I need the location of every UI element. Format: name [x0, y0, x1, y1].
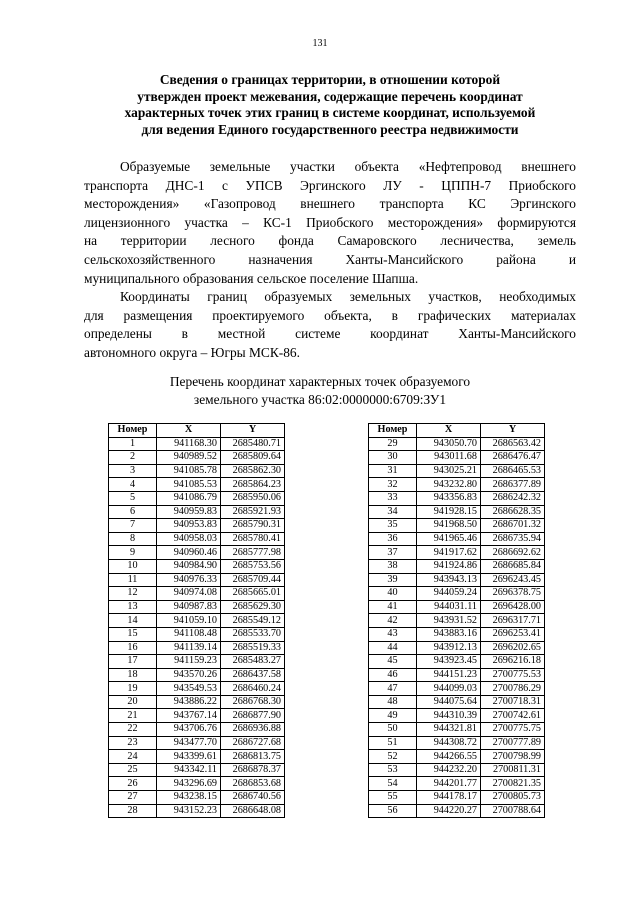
table-row — [109, 750, 285, 764]
table-row — [369, 655, 545, 669]
coord-x: 941928.15 — [417, 505, 481, 519]
table-row — [109, 505, 285, 519]
table-row — [109, 627, 285, 641]
paragraph-land-plots — [84, 158, 576, 288]
table-row — [369, 682, 545, 696]
coord-y: 2700718.31 — [481, 695, 545, 709]
coord-x: 943399.61 — [157, 750, 221, 764]
table-row — [369, 559, 545, 573]
table-title-line: земельного участка 86:02:0000000:6709:ЗУ1 — [193, 392, 447, 407]
coord-y: 2686936.88 — [221, 723, 285, 737]
coord-x: 940984.90 — [157, 559, 221, 573]
table-row — [109, 451, 285, 465]
table-row — [369, 451, 545, 465]
coord-y: 2685862.30 — [221, 464, 285, 478]
point-number: 40 — [369, 587, 417, 601]
header-number: Номер — [109, 424, 157, 438]
paragraph-line: транспорта ДНС-1 с УПСВ Эргинского ЛУ - ЦППН-7 Приобского — [84, 177, 576, 193]
coord-y: 2696317.71 — [481, 614, 545, 628]
point-number: 30 — [369, 451, 417, 465]
table-row — [369, 546, 545, 560]
point-number: 34 — [369, 505, 417, 519]
coord-x: 943238.15 — [157, 791, 221, 805]
point-number: 28 — [109, 804, 157, 818]
table-row — [369, 750, 545, 764]
table-row — [369, 437, 545, 451]
coord-x: 941108.48 — [157, 627, 221, 641]
coord-x: 941059.10 — [157, 614, 221, 628]
point-number: 54 — [369, 777, 417, 791]
coord-y: 2686437.58 — [221, 668, 285, 682]
point-number: 5 — [109, 491, 157, 505]
coord-x: 941924.86 — [417, 559, 481, 573]
point-number: 39 — [369, 573, 417, 587]
coord-y: 2685533.70 — [221, 627, 285, 641]
coord-y: 2686813.75 — [221, 750, 285, 764]
coord-x: 944201.77 — [417, 777, 481, 791]
table-row — [109, 736, 285, 750]
heading-line: для ведения Единого государственного реестра недвижимости — [141, 121, 519, 137]
coord-y: 2686465.53 — [481, 464, 545, 478]
point-number: 18 — [109, 668, 157, 682]
heading-line: характерных точек этих границ в системе координат, используемой — [124, 105, 536, 121]
coord-y: 2700786.29 — [481, 682, 545, 696]
coord-y: 2700777.89 — [481, 736, 545, 750]
table-row — [109, 437, 285, 451]
coord-x: 943152.23 — [157, 804, 221, 818]
point-number: 53 — [369, 763, 417, 777]
table-row — [109, 464, 285, 478]
table-row — [109, 614, 285, 628]
point-number: 31 — [369, 464, 417, 478]
coord-x: 943923.45 — [417, 655, 481, 669]
paragraph-line: лицензионного участка – КС-1 Приобского месторождения» формируются — [84, 214, 576, 230]
table-title — [0, 373, 640, 409]
point-number: 45 — [369, 655, 417, 669]
table-row — [369, 777, 545, 791]
coord-x: 940959.83 — [157, 505, 221, 519]
coord-y: 2700805.73 — [481, 791, 545, 805]
point-number: 33 — [369, 491, 417, 505]
coord-y: 2686476.47 — [481, 451, 545, 465]
coord-x: 944266.55 — [417, 750, 481, 764]
point-number: 3 — [109, 464, 157, 478]
table-row — [369, 478, 545, 492]
point-number: 19 — [109, 682, 157, 696]
point-number: 9 — [109, 546, 157, 560]
point-number: 32 — [369, 478, 417, 492]
coord-y: 2686877.90 — [221, 709, 285, 723]
point-number: 25 — [109, 763, 157, 777]
table-row — [369, 532, 545, 546]
coord-x: 943549.53 — [157, 682, 221, 696]
point-number: 50 — [369, 723, 417, 737]
coord-y: 2685483.27 — [221, 655, 285, 669]
header-number: Номер — [369, 424, 417, 438]
page-number: 131 — [312, 38, 328, 49]
table-row — [369, 600, 545, 614]
coord-x: 944059.24 — [417, 587, 481, 601]
coord-y: 2700742.61 — [481, 709, 545, 723]
table-row — [109, 546, 285, 560]
point-number: 23 — [109, 736, 157, 750]
point-number: 48 — [369, 695, 417, 709]
coord-y: 2686628.35 — [481, 505, 545, 519]
point-number: 2 — [109, 451, 157, 465]
coord-y: 2700798.99 — [481, 750, 545, 764]
point-number: 24 — [109, 750, 157, 764]
table-row — [369, 587, 545, 601]
table-header-row — [109, 424, 285, 438]
point-number: 46 — [369, 668, 417, 682]
coord-x: 944151.23 — [417, 668, 481, 682]
header-y: Y — [481, 424, 545, 438]
paragraph-line: месторождения» «Газопровод внешнего транспорта КС Эргинского — [84, 196, 576, 212]
coord-y: 2685480.71 — [221, 437, 285, 451]
coord-x: 943883.16 — [417, 627, 481, 641]
table-row — [369, 763, 545, 777]
coordinates-table-left — [108, 423, 285, 818]
coord-x: 943011.68 — [417, 451, 481, 465]
table-row — [109, 573, 285, 587]
point-number: 27 — [109, 791, 157, 805]
point-number: 52 — [369, 750, 417, 764]
coord-x: 944308.72 — [417, 736, 481, 750]
point-number: 7 — [109, 519, 157, 533]
coord-y: 2700811.31 — [481, 763, 545, 777]
coord-y: 2686648.08 — [221, 804, 285, 818]
coord-x: 940976.33 — [157, 573, 221, 587]
coord-y: 2686768.30 — [221, 695, 285, 709]
table-row — [109, 791, 285, 805]
coord-x: 941085.53 — [157, 478, 221, 492]
point-number: 36 — [369, 532, 417, 546]
table-row — [109, 723, 285, 737]
coord-y: 2685519.33 — [221, 641, 285, 655]
heading-line: Сведения о границах территории, в отношении которой — [159, 72, 501, 87]
coord-y: 2686701.32 — [481, 519, 545, 533]
table-row — [109, 491, 285, 505]
coord-y: 2686685.84 — [481, 559, 545, 573]
paragraph-line: Координаты границ образуемых земельных участков, необходимых — [120, 289, 576, 304]
point-number: 15 — [109, 627, 157, 641]
table-row — [109, 695, 285, 709]
coord-y: 2685950.06 — [221, 491, 285, 505]
header-x: X — [417, 424, 481, 438]
paragraph-line: автономного округа – Югры МСК-86. — [84, 344, 300, 360]
table-row — [109, 641, 285, 655]
table-row — [369, 668, 545, 682]
paragraph-line: для размещения проектируемого объекта, в графических материалах — [84, 307, 576, 323]
coord-y: 2686460.24 — [221, 682, 285, 696]
coord-y: 2696378.75 — [481, 587, 545, 601]
table-row — [369, 709, 545, 723]
table-row — [109, 519, 285, 533]
coord-y: 2686878.37 — [221, 763, 285, 777]
table-row — [369, 573, 545, 587]
coord-x: 943025.21 — [417, 464, 481, 478]
paragraph-line: сельскохозяйственного назначения Ханты-Мансийского района и — [84, 251, 576, 267]
table-row — [369, 464, 545, 478]
coord-y: 2685753.56 — [221, 559, 285, 573]
paragraph-coordinates — [84, 288, 576, 362]
coord-x: 943706.76 — [157, 723, 221, 737]
coord-x: 941917.62 — [417, 546, 481, 560]
coord-y: 2685709.44 — [221, 573, 285, 587]
table-row — [109, 478, 285, 492]
coord-x: 941968.50 — [417, 519, 481, 533]
coord-x: 943477.70 — [157, 736, 221, 750]
point-number: 11 — [109, 573, 157, 587]
coord-y: 2686853.68 — [221, 777, 285, 791]
coord-y: 2696202.65 — [481, 641, 545, 655]
table-row — [109, 804, 285, 818]
coord-y: 2685921.93 — [221, 505, 285, 519]
coord-x: 944310.39 — [417, 709, 481, 723]
coord-x: 941086.79 — [157, 491, 221, 505]
coord-x: 943356.83 — [417, 491, 481, 505]
heading-line: утвержден проект межевания, содержащие перечень координат — [137, 88, 523, 104]
point-number: 51 — [369, 736, 417, 750]
table-row — [369, 736, 545, 750]
point-number: 41 — [369, 600, 417, 614]
coord-y: 2685780.41 — [221, 532, 285, 546]
coord-x: 940989.52 — [157, 451, 221, 465]
coord-x: 940974.08 — [157, 587, 221, 601]
coord-y: 2686692.62 — [481, 546, 545, 560]
table-row — [369, 627, 545, 641]
table-row — [109, 559, 285, 573]
table-row — [109, 668, 285, 682]
coord-x: 940960.46 — [157, 546, 221, 560]
point-number: 6 — [109, 505, 157, 519]
coord-x: 943296.69 — [157, 777, 221, 791]
coord-y: 2685790.31 — [221, 519, 285, 533]
point-number: 35 — [369, 519, 417, 533]
coord-y: 2686377.89 — [481, 478, 545, 492]
section-heading — [60, 72, 600, 138]
point-number: 10 — [109, 559, 157, 573]
coord-y: 2685665.01 — [221, 587, 285, 601]
coord-x: 943886.22 — [157, 695, 221, 709]
coord-x: 943931.52 — [417, 614, 481, 628]
table-row — [369, 505, 545, 519]
table-title-line: Перечень координат характерных точек образуемого — [169, 374, 471, 389]
coord-y: 2685629.30 — [221, 600, 285, 614]
table-row — [109, 532, 285, 546]
coord-x: 944178.17 — [417, 791, 481, 805]
coord-x: 941168.30 — [157, 437, 221, 451]
coord-y: 2700821.35 — [481, 777, 545, 791]
point-number: 37 — [369, 546, 417, 560]
table-row — [369, 519, 545, 533]
coord-x: 944220.27 — [417, 804, 481, 818]
point-number: 20 — [109, 695, 157, 709]
header-y: Y — [221, 424, 285, 438]
header-x: X — [157, 424, 221, 438]
table-row — [109, 682, 285, 696]
point-number: 38 — [369, 559, 417, 573]
coord-x: 941159.23 — [157, 655, 221, 669]
table-row — [369, 791, 545, 805]
table-row — [109, 763, 285, 777]
coord-y: 2686727.68 — [221, 736, 285, 750]
table-row — [369, 723, 545, 737]
coord-x: 944031.11 — [417, 600, 481, 614]
point-number: 44 — [369, 641, 417, 655]
point-number: 16 — [109, 641, 157, 655]
table-row — [369, 641, 545, 655]
point-number: 55 — [369, 791, 417, 805]
coord-x: 943232.80 — [417, 478, 481, 492]
point-number: 1 — [109, 437, 157, 451]
coord-y: 2686563.42 — [481, 437, 545, 451]
coord-x: 941965.46 — [417, 532, 481, 546]
coord-y: 2696216.18 — [481, 655, 545, 669]
coord-x: 943912.13 — [417, 641, 481, 655]
point-number: 56 — [369, 804, 417, 818]
table-row — [109, 600, 285, 614]
paragraph-line: муниципального образования сельское поселение Шапша. — [84, 270, 419, 286]
point-number: 26 — [109, 777, 157, 791]
point-number: 43 — [369, 627, 417, 641]
coord-y: 2700788.64 — [481, 804, 545, 818]
coord-y: 2696243.45 — [481, 573, 545, 587]
coord-x: 941085.78 — [157, 464, 221, 478]
coord-x: 944099.03 — [417, 682, 481, 696]
point-number: 14 — [109, 614, 157, 628]
coord-y: 2696253.41 — [481, 627, 545, 641]
point-number: 21 — [109, 709, 157, 723]
paragraph-line: Образуемые земельные участки объекта «Нефтепровод внешнего — [120, 159, 576, 174]
table-header-row — [369, 424, 545, 438]
point-number: 47 — [369, 682, 417, 696]
table-row — [369, 804, 545, 818]
table-row — [369, 491, 545, 505]
point-number: 17 — [109, 655, 157, 669]
coord-y: 2700775.53 — [481, 668, 545, 682]
coord-x: 943570.26 — [157, 668, 221, 682]
table-row — [109, 777, 285, 791]
point-number: 22 — [109, 723, 157, 737]
coord-x: 940953.83 — [157, 519, 221, 533]
coord-y: 2686735.94 — [481, 532, 545, 546]
table-row — [369, 614, 545, 628]
coord-y: 2686242.32 — [481, 491, 545, 505]
table-row — [369, 695, 545, 709]
coord-x: 943342.11 — [157, 763, 221, 777]
coordinates-table-right — [368, 423, 545, 818]
table-row — [109, 587, 285, 601]
coord-x: 944075.64 — [417, 695, 481, 709]
coord-y: 2685777.98 — [221, 546, 285, 560]
point-number: 12 — [109, 587, 157, 601]
coord-y: 2700775.75 — [481, 723, 545, 737]
point-number: 42 — [369, 614, 417, 628]
coord-x: 940987.83 — [157, 600, 221, 614]
coord-x: 944321.81 — [417, 723, 481, 737]
point-number: 29 — [369, 437, 417, 451]
point-number: 4 — [109, 478, 157, 492]
coord-x: 941139.14 — [157, 641, 221, 655]
paragraph-line: на территории лесного фонда Самаровского лесничества, земель — [84, 233, 576, 249]
point-number: 49 — [369, 709, 417, 723]
coord-y: 2685864.23 — [221, 478, 285, 492]
table-row — [109, 655, 285, 669]
coord-y: 2696428.00 — [481, 600, 545, 614]
point-number: 13 — [109, 600, 157, 614]
coord-y: 2686740.56 — [221, 791, 285, 805]
coord-y: 2685549.12 — [221, 614, 285, 628]
coord-x: 943050.70 — [417, 437, 481, 451]
coord-y: 2685809.64 — [221, 451, 285, 465]
coord-x: 943767.14 — [157, 709, 221, 723]
coord-x: 944232.20 — [417, 763, 481, 777]
coord-x: 940958.03 — [157, 532, 221, 546]
coord-x: 943943.13 — [417, 573, 481, 587]
point-number: 8 — [109, 532, 157, 546]
table-row — [109, 709, 285, 723]
paragraph-line: определены в местной системе координат Ханты-Мансийского — [84, 326, 576, 342]
